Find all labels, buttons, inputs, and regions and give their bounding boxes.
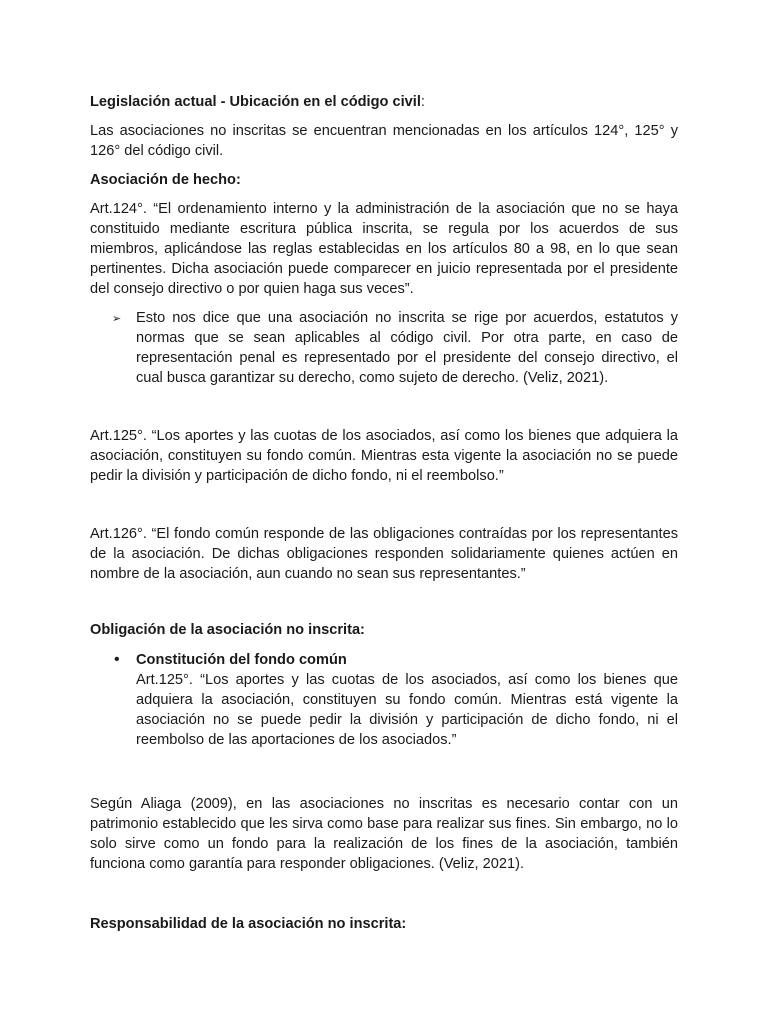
- heading-legislacion-colon: :: [420, 94, 425, 110]
- arrow-bullet-icon: ➢: [112, 313, 122, 325]
- bullet-title: Constitución del fondo común: [136, 652, 347, 668]
- bullet-dot-icon: •: [114, 651, 120, 668]
- art125-paragraph: Art.125°. “Los aportes y las cuotas de los asociados, así como los bienes que adquiera la asociación, constituyen su fondo común. Mientras esta vigente la asociación no se puede pedir la división y participación de dicho fondo, ni el reembolso.”: [90, 428, 678, 484]
- art124-paragraph: Art.124°. “El ordenamiento interno y la administración de la asociación que no se haya constituido mediante escritura pública inscrita, se regula por los acuerdos de sus miembros, aplicándose las reglas establecidas en los artículos 80 a 98, en lo que sean pertinentes. Dicha asociación puede comparecer en juicio representada por el presidente del consejo directivo o por quien haga sus veces”.: [90, 201, 678, 297]
- bullet-list-item: [90, 650, 678, 750]
- intro-paragraph: Las asociaciones no inscritas se encuentran mencionadas en los artículos 124°, 125° y 126° del código civil.: [90, 123, 678, 159]
- heading-legislacion: [90, 92, 678, 112]
- bullet-text: Art.125°. “Los aportes y las cuotas de los asociados, así como los bienes que adquiera la asociación, constituyen su fondo común. Mientras está vigente la asociación no se puede pedir la división y participación de dicho fondo, ni el reembolso de las aportaciones de los asociados.”: [136, 672, 678, 748]
- document-page: [90, 92, 678, 934]
- arrow-item-text: Esto nos dice que una asociación no inscrita se rige por acuerdos, estatutos y normas que se sean aplicables al código civil. Por otra parte, en caso de representación penal es representado por el presidente del consejo directivo, el cual busca garantizar su derecho, como sujeto de derecho. (Veliz, 2021).: [136, 310, 678, 386]
- heading-responsabilidad: Responsabilidad de la asociación no inscrita:: [90, 916, 407, 932]
- art126-paragraph: Art.126°. “El fondo común responde de las obligaciones contraídas por los representantes de la asociación. De dichas obligaciones responden solidariamente quienes actúen en nombre de la asociación, aun cuando no sean sus representantes.”: [90, 526, 678, 582]
- heading-obligacion: Obligación de la asociación no inscrita:: [90, 622, 365, 638]
- arrow-list-item: [90, 308, 678, 388]
- heading-asociacion-hecho: Asociación de hecho:: [90, 172, 241, 188]
- aliaga-paragraph: Según Aliaga (2009), en las asociaciones no inscritas es necesario contar con un patrimonio establecido que les sirva como base para realizar sus fines. Sin embargo, no lo solo sirve como un fondo para la realización de los fines de la asociación, también funciona como garantía para responder obligaciones. (Veliz, 2021).: [90, 796, 678, 872]
- heading-legislacion-text: Legislación actual - Ubicación en el código civil: [90, 94, 421, 110]
